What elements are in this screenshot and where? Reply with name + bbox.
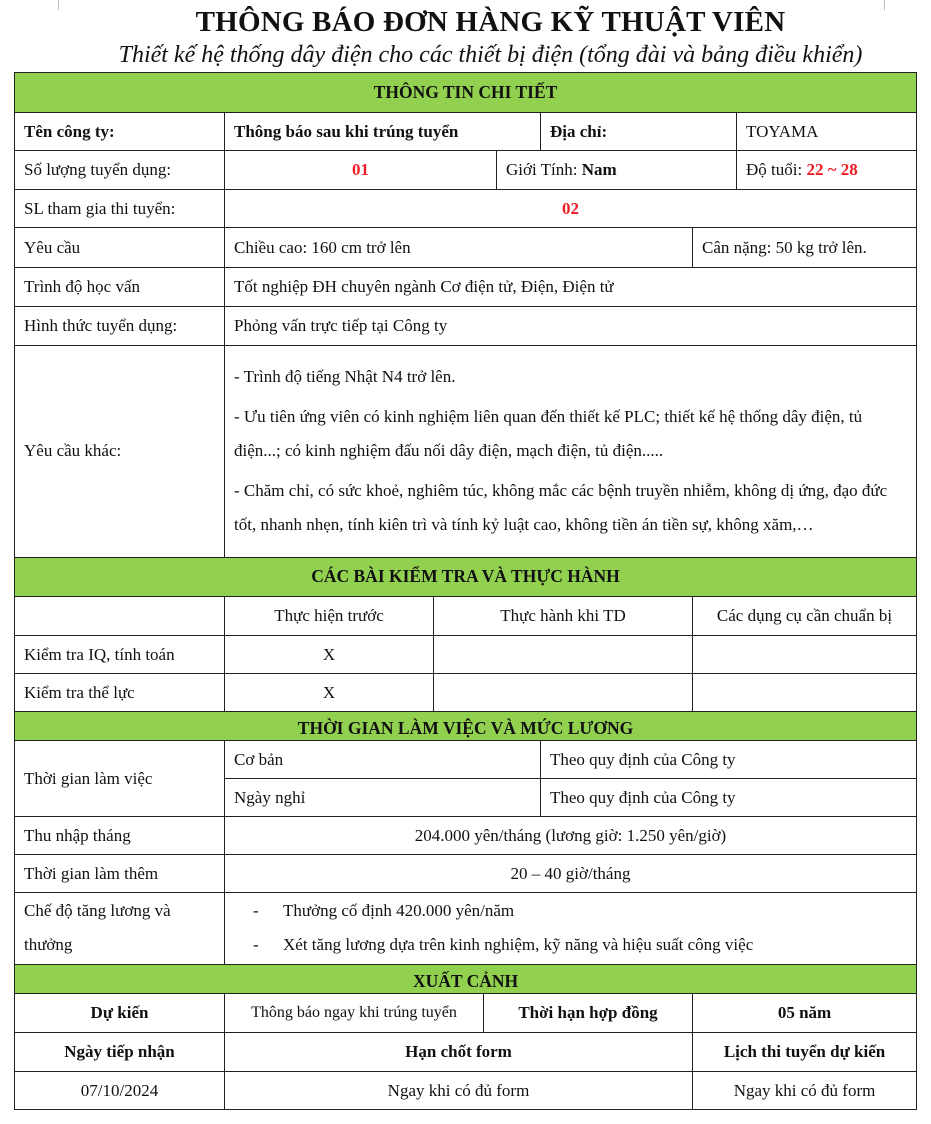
recruit-form-value: Phỏng vấn trực tiếp tại Công ty: [225, 306, 917, 345]
work-basic-label: Cơ bản: [225, 740, 541, 778]
deadline-value: Ngay khi có đủ form: [225, 1071, 693, 1109]
gender-label: Giới Tính:: [506, 160, 582, 180]
bonus-item: [225, 928, 907, 962]
tests-col-practice: Thực hành khi TD: [434, 597, 693, 636]
tests-header-empty: [15, 597, 225, 636]
candidates-label: SL tham gia thi tuyển:: [15, 190, 225, 228]
document-subtitle: Thiết kế hệ thống dây điện cho các thiết bị điện (tổng đài và bảng điều khiển): [118, 42, 863, 68]
income-value: 204.000 yên/tháng (lương giờ: 1.250 yên/giờ): [225, 816, 917, 854]
job-order-sheet: [14, 72, 916, 1110]
work-dayoff-value: Theo quy định của Công ty: [541, 778, 917, 816]
test-name: Kiểm tra IQ, tính toán: [15, 636, 225, 674]
tests-header-row: [15, 597, 917, 636]
other-requirement-item: - Ưu tiên ứng viên có kinh nghiệm liên quan đến thiết kế PLC; thiết kế hệ thống dây điện, tủ điện...; có kinh nghiệm đấu nối dây điện, mạch điện, tủ điện.....: [234, 407, 863, 460]
requirement-label: Yêu cầu: [15, 228, 225, 267]
income-label: Thu nhập tháng: [15, 816, 225, 854]
company-value: Thông báo sau khi trúng tuyển: [225, 113, 541, 151]
dash-bullet: -: [253, 901, 259, 921]
bonus-label-line: Chế độ tăng lương và: [24, 901, 171, 921]
bonus-item-text: Thưởng cố định 420.000 yên/năm: [283, 901, 515, 921]
row-work-basic: [15, 740, 917, 778]
quantity-value: 01: [225, 151, 497, 190]
row-expected: [15, 993, 917, 1032]
height-requirement: Chiều cao: 160 cm trở lên: [225, 228, 693, 267]
row-bonus: [15, 892, 917, 964]
weight-requirement: Cân nặng: 50 kg trở lên.: [693, 228, 917, 267]
section-header-details: [15, 73, 917, 113]
work-time-label: Thời gian làm việc: [15, 740, 225, 816]
other-requirement-item: - Trình độ tiếng Nhật N4 trở lên.: [234, 367, 456, 386]
row-candidates: [15, 190, 917, 228]
test-tools: [693, 636, 917, 674]
section-header-exit: [15, 965, 917, 993]
test-tools: [693, 674, 917, 712]
bonus-list-cell: [225, 892, 917, 964]
tests-col-before: Thực hiện trước: [225, 597, 434, 636]
expected-label: Dự kiến: [15, 993, 225, 1032]
age-label: Độ tuổi:: [746, 160, 807, 180]
row-requirement: [15, 228, 917, 267]
gender-value: Nam: [581, 160, 617, 180]
test-practice-mark: [434, 674, 693, 712]
tests-col-tools: Các dụng cụ cần chuẩn bị: [693, 597, 917, 636]
overtime-value: 20 – 40 giờ/tháng: [225, 854, 917, 892]
row-overtime: [15, 854, 917, 892]
company-label: Tên công ty:: [15, 113, 225, 151]
contract-label: Thời hạn hợp đồng: [484, 993, 693, 1032]
candidates-value: 02: [225, 190, 917, 228]
row-other-requirements: [15, 345, 917, 557]
row-exit-values: [15, 1071, 917, 1109]
row-income: [15, 816, 917, 854]
schedule-label: Lịch thi tuyển dự kiến: [693, 1032, 917, 1071]
deadline-label: Hạn chốt form: [225, 1032, 693, 1071]
tests-row-physical: [15, 674, 917, 712]
dash-bullet: -: [253, 935, 259, 955]
row-quantity: [15, 151, 917, 190]
address-label: Địa chỉ:: [541, 113, 737, 151]
education-label: Trình độ học vấn: [15, 267, 225, 306]
details-table-bottom: [14, 228, 917, 558]
bonus-label-line: thưởng: [24, 935, 73, 955]
education-value: Tốt nghiệp ĐH chuyên ngành Cơ điện tử, Điện, Điện tử: [225, 267, 917, 306]
section-header-work: [15, 712, 917, 740]
quantity-label: Số lượng tuyển dụng:: [15, 151, 225, 190]
test-name: Kiểm tra thể lực: [15, 674, 225, 712]
row-company: [15, 113, 917, 151]
other-requirement-item: - Chăm chỉ, có sức khoẻ, nghiêm túc, không mắc các bệnh truyền nhiễm, không dị ứng, đạo đức tốt, nhanh nhẹn, tính kiên trì và tính kỷ luật cao, không tiền án tiền sự, không xăm,…: [234, 481, 888, 534]
work-basic-value: Theo quy định của Công ty: [541, 740, 917, 778]
other-requirements-list: [225, 345, 917, 557]
section-title-work: THỜI GIAN LÀM VIỆC VÀ MỨC LƯƠNG: [15, 712, 917, 740]
document-title: THÔNG BÁO ĐƠN HÀNG KỸ THUẬT VIÊN: [195, 6, 786, 38]
work-dayoff-label: Ngày nghỉ: [225, 778, 541, 816]
row-exit-headers: [15, 1032, 917, 1071]
bonus-item-text: Xét tăng lương dựa trên kinh nghiệm, kỹ năng và hiệu suất công việc: [283, 935, 754, 955]
details-table-top: [14, 72, 917, 228]
work-table: [14, 712, 917, 965]
row-education: [15, 267, 917, 306]
test-practice-mark: [434, 636, 693, 674]
contract-value: 05 năm: [693, 993, 917, 1032]
section-title-exit: XUẤT CẢNH: [15, 965, 917, 993]
recruit-form-label: Hình thức tuyển dụng:: [15, 306, 225, 345]
bonus-list: [225, 894, 907, 962]
age-value: 22 ~ 28: [806, 160, 858, 180]
receive-date: 07/10/2024: [15, 1071, 225, 1109]
tests-table: [14, 558, 917, 713]
address-value: TOYAMA: [737, 113, 917, 151]
gender-cell: [497, 151, 737, 190]
bonus-label: [15, 892, 225, 964]
bonus-item: [225, 894, 907, 928]
test-before-mark: X: [225, 674, 434, 712]
exit-table: [14, 965, 917, 1110]
expected-value: Thông báo ngay khi trúng tuyển: [225, 993, 484, 1032]
other-requirements-label: Yêu cầu khác:: [15, 345, 225, 557]
section-header-tests: [15, 558, 917, 597]
age-cell: [737, 151, 917, 190]
section-title-details: THÔNG TIN CHI TIẾT: [15, 73, 917, 113]
receive-label: Ngày tiếp nhận: [15, 1032, 225, 1071]
test-before-mark: X: [225, 636, 434, 674]
row-recruit-form: [15, 306, 917, 345]
section-title-tests: CÁC BÀI KIỂM TRA VÀ THỰC HÀNH: [15, 558, 917, 597]
overtime-label: Thời gian làm thêm: [15, 854, 225, 892]
schedule-value: Ngay khi có đủ form: [693, 1071, 917, 1109]
tests-row-iq: [15, 636, 917, 674]
